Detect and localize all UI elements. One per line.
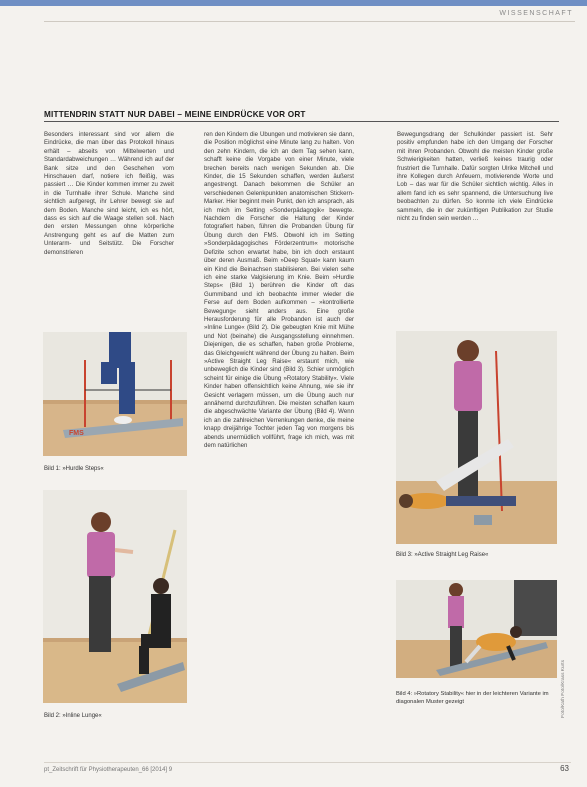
footer-journal: pt_Zeitschrift für Physiotherapeuten_66 [2014] 9 bbox=[44, 767, 173, 773]
page-number: 63 bbox=[560, 764, 569, 773]
svg-text:FMS: FMS bbox=[69, 430, 84, 437]
section-label: WISSENSCHAFT bbox=[499, 10, 573, 17]
photo-hurdle-step bbox=[43, 332, 187, 456]
text-column-1: Besonders interessant sind vor allem die Eindrücke, die man über das Protokoll hinaus erhält – abseits von Mittelwerten und Standardabweichungen … Während ich auf der Bank sitze und den Geschehen vom Hinschauen darf, notiere ich fleißig, was passiert … Die Kinder kommen immer zu zweit in die Turnhalle ihrer Schule. Manche sind sichtlich aufgeregt, ihr Lehrer bewegt sie auf dem Boden. Manche sind leicht, ich es hört, dass es sich auf die Waage stellen soll. Nach den ersten Messungen ohne körperliche Anstrengung geht es auf die Matten zum Unterarm- und Seitstütz. Die Forscher demonstrieren bbox=[44, 131, 174, 256]
top-color-bar bbox=[0, 0, 587, 6]
photo-credit: Foto/Kath Foto/Krass Kurts bbox=[561, 660, 566, 718]
text-column-3: Bewegungsdrang der Schulkinder passiert ist. Sehr positiv empfunden habe ich den Umgang der Forscher mit ihren Probanden. Obwohl die meisten Kinder große Schwierigkeiten hatten, verließ keines traurig oder frustriert die Turnhalle. Dafür sorgten Ulrike Mitchell und ihre Kollegen durch Anfeuern, motivierende Worte und Lob – das war für die Schüler sichtlich wichtig. Alles in allem fand ich es sehr spannend, die Untersuchung live beobachten zu dürfen. So konnte ich viele Eindrücke sammeln, die in der zukünftigen Publikation zur Studie nicht zu finden sein werden … bbox=[397, 131, 553, 223]
photo-rotatory-stability bbox=[396, 580, 557, 678]
caption-bild-1: Bild 1: »Hurdle Steps« bbox=[44, 466, 104, 472]
photo-inline-lunge bbox=[43, 490, 187, 703]
caption-bild-2: Bild 2: »Inline Lunge« bbox=[44, 713, 102, 719]
article-headline: MITTENDRIN STATT NUR DABEI – MEINE EINDRÜCKE VOR ORT bbox=[44, 110, 306, 119]
headline-rule bbox=[44, 121, 559, 122]
section-rule bbox=[44, 21, 575, 22]
footer-rule bbox=[44, 762, 571, 763]
text-column-2: ren den Kindern die Übungen und motivieren sie dann, die Position möglichst eine Minute lang zu halten. Von den zehn Kindern, die ich an dem Tag sehen kann, schafft keine die Vorgabe von einer Minute, viele brechen bereits nach wenigen Sekunden ab. Die Kinder, die 15 Sekunden schaffen, werden äußerst angestrengt. Danach bekommen die Schüler an verschiedenen Gelenkpunkten anatomischen Stickern-Marker. Hier beginnt mein Punkt, den ich ansprach, als ich mich im Setting »Sonderpädagogik« bewegte. Nachdem die Forscher die Haltung der Kinder fotografiert haben, führen die Probanden Übung für Übung durch den FMS. Obwohl ich im Setting »Sonderpädagogisches Förderzentrum« motorische Defizite schon erwartet habe, bin ich doch erstaunt über deren Ausmaß. Beim »Deep Squat« kann kaum ein Kind die Beinachsen stabilisieren. Bei vielen sehe ich eine starke Valgisierung im Knie. Beim »Hurdle Steps« (Bild 1) berühren die Kinder oft das Gummiband und ich beobachte immer wieder die Ferse auf dem Boden aufkommen – »kontrollierte Bewegung« sieht anders aus. Eine große Herausforderung für alle Probanden ist auch der »Inline Lunge« (Bild 2). Die gebeugten Knie mit Mühe und Not (beinahe) die Ausgangsstellung einnehmen. Diejenigen, die es schaffen, haben große Probleme, das Gleichgewicht während der Übung zu halten. Beim »Active Straight Leg Raise« erstaunt mich, wie unbeweglich die Kinder sind (Bild 3). Schier unmöglich scheint für einige die Übung »Rotatory Stability«. Viele Kinder haben offensichtlich keine Ahnung, wie sie ihr Gesicht verlagern müssen, um die Übung auch nur annähernd durchzuführen. Die meisten schaffen kaum die abgeschwächte Variante der Übung (Bild 4). Wenn ich an die zahlreichen Verrenkungen denke, die meine knapp dreijährige Tochter jeden Tag von morgens bis abends unermüdlich vollführt, frage ich mich, was mit dem natürlichen bbox=[204, 131, 354, 450]
caption-bild-4: Bild 4: »Rotatory Stability« hier in der leichteren Variante im diagonalen Muster gezeigt bbox=[396, 691, 549, 705]
photo-active-straight-leg-raise bbox=[396, 331, 557, 544]
caption-bild-3: Bild 3: »Active Straight Leg Raise« bbox=[396, 552, 489, 558]
